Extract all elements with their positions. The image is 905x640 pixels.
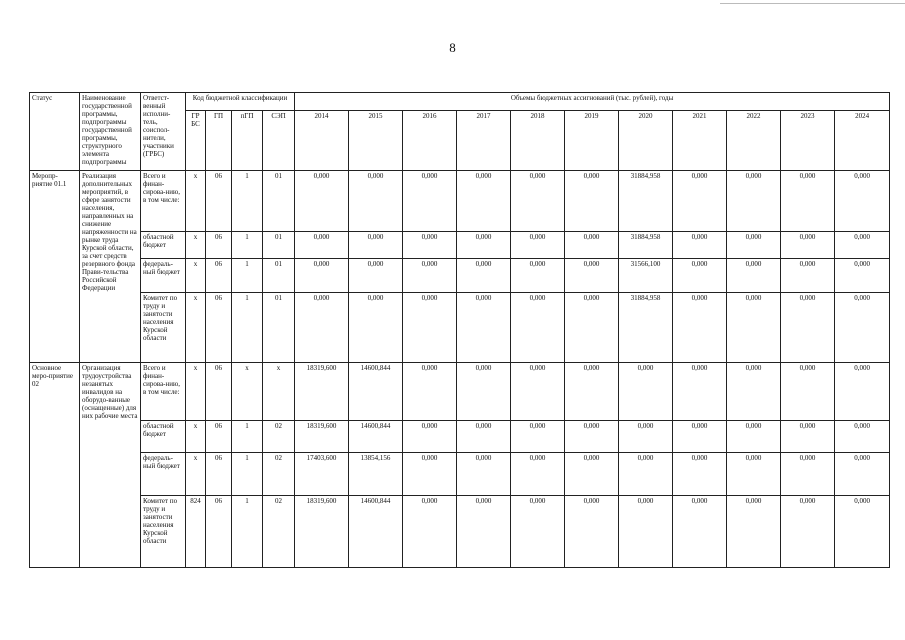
row-value-cell: 0,000 bbox=[349, 293, 403, 363]
row-code-cell: 1 bbox=[232, 259, 263, 293]
row-value-cell: 0,000 bbox=[403, 496, 457, 568]
section-name: Организация трудоустройства незанятых инвалидов на оборудо-ванные (оснащенные) для них рабочие места bbox=[80, 363, 141, 568]
row-value-cell: 0,000 bbox=[673, 363, 727, 421]
row-value-cell: 0,000 bbox=[457, 171, 511, 232]
row-value-cell: 0,000 bbox=[727, 259, 781, 293]
header-year: 2017 bbox=[457, 111, 511, 171]
row-value-cell: 0,000 bbox=[835, 171, 890, 232]
table-row bbox=[30, 232, 890, 259]
header-year: 2014 bbox=[295, 111, 349, 171]
header-year: 2023 bbox=[781, 111, 835, 171]
section-status: Меропр-риятие 01.1 bbox=[30, 171, 80, 363]
row-executor: Комитет по труду и занятости населения Курской области bbox=[141, 293, 186, 363]
row-code-cell: 06 bbox=[206, 259, 232, 293]
table-row bbox=[30, 293, 890, 363]
row-value-cell: 0,000 bbox=[781, 496, 835, 568]
row-value-cell: 0,000 bbox=[781, 171, 835, 232]
budget-table bbox=[29, 92, 890, 568]
row-value-cell: 0,000 bbox=[295, 293, 349, 363]
row-value-cell: 0,000 bbox=[673, 453, 727, 496]
header-year: 2018 bbox=[511, 111, 565, 171]
row-value-cell: 0,000 bbox=[727, 363, 781, 421]
row-code-cell: 06 bbox=[206, 421, 232, 453]
row-code-cell: 06 bbox=[206, 171, 232, 232]
row-code-cell: 1 bbox=[232, 171, 263, 232]
row-code-cell: 01 bbox=[263, 293, 295, 363]
row-value-cell: 0,000 bbox=[619, 453, 673, 496]
row-value-cell: 0,000 bbox=[835, 363, 890, 421]
table-row bbox=[30, 259, 890, 293]
row-value-cell: 31884,958 bbox=[619, 293, 673, 363]
row-executor: федераль-ный бюджет bbox=[141, 453, 186, 496]
row-value-cell: 17403,600 bbox=[295, 453, 349, 496]
header-year: 2015 bbox=[349, 111, 403, 171]
row-value-cell: 0,000 bbox=[565, 232, 619, 259]
row-value-cell: 0,000 bbox=[511, 259, 565, 293]
row-value-cell: 0,000 bbox=[565, 293, 619, 363]
row-code-cell: 1 bbox=[232, 453, 263, 496]
row-value-cell: 0,000 bbox=[727, 453, 781, 496]
row-code-cell: 06 bbox=[206, 293, 232, 363]
row-value-cell: 0,000 bbox=[781, 363, 835, 421]
row-code-cell: 02 bbox=[263, 496, 295, 568]
row-value-cell: 0,000 bbox=[835, 259, 890, 293]
row-value-cell: 0,000 bbox=[565, 171, 619, 232]
row-code-cell: 02 bbox=[263, 453, 295, 496]
header-volumes-group: Объемы бюджетных ассигнований (тыс. рублей), годы bbox=[295, 93, 890, 111]
table-row bbox=[30, 171, 890, 232]
row-value-cell: 0,000 bbox=[349, 232, 403, 259]
row-value-cell: 0,000 bbox=[349, 171, 403, 232]
row-value-cell: 0,000 bbox=[781, 453, 835, 496]
row-value-cell: 0,000 bbox=[565, 259, 619, 293]
row-value-cell: 0,000 bbox=[835, 232, 890, 259]
header-code-sep: СЭП bbox=[263, 111, 295, 171]
row-executor: Всего и финан-сирова-нию, в том числе: bbox=[141, 171, 186, 232]
row-code-cell: 01 bbox=[263, 171, 295, 232]
row-code-cell: x bbox=[186, 453, 206, 496]
row-value-cell: 0,000 bbox=[619, 496, 673, 568]
row-value-cell: 13854,156 bbox=[349, 453, 403, 496]
row-value-cell: 0,000 bbox=[673, 171, 727, 232]
row-value-cell: 31884,958 bbox=[619, 171, 673, 232]
header-code-group: Код бюджетной классификации bbox=[186, 93, 295, 111]
row-value-cell: 0,000 bbox=[565, 421, 619, 453]
row-code-cell: x bbox=[186, 171, 206, 232]
row-value-cell: 0,000 bbox=[619, 421, 673, 453]
row-value-cell: 0,000 bbox=[727, 232, 781, 259]
row-value-cell: 0,000 bbox=[781, 421, 835, 453]
header-name: Наименование государственной программы, подпрограммы государственной программы, структурного элемента подпрограммы bbox=[80, 93, 141, 171]
row-value-cell: 0,000 bbox=[673, 259, 727, 293]
row-value-cell: 0,000 bbox=[295, 171, 349, 232]
header-code-grbs: ГР БС bbox=[186, 111, 206, 171]
row-code-cell: 06 bbox=[206, 363, 232, 421]
row-value-cell: 14600,844 bbox=[349, 363, 403, 421]
row-value-cell: 0,000 bbox=[781, 232, 835, 259]
row-value-cell: 0,000 bbox=[673, 496, 727, 568]
row-value-cell: 0,000 bbox=[781, 293, 835, 363]
row-value-cell: 0,000 bbox=[403, 363, 457, 421]
row-value-cell: 14600,844 bbox=[349, 496, 403, 568]
row-code-cell: 1 bbox=[232, 293, 263, 363]
row-value-cell: 0,000 bbox=[403, 259, 457, 293]
row-code-cell: 1 bbox=[232, 421, 263, 453]
row-value-cell: 0,000 bbox=[673, 421, 727, 453]
row-executor: областной бюджет bbox=[141, 232, 186, 259]
header-code-pgp: пГП bbox=[232, 111, 263, 171]
header-year: 2019 bbox=[565, 111, 619, 171]
header-executor: Ответст-венный исполни-тель, соиспол-нители, участники (ГРБС) bbox=[141, 93, 186, 171]
row-value-cell: 0,000 bbox=[403, 232, 457, 259]
row-value-cell: 31884,958 bbox=[619, 232, 673, 259]
row-code-cell: 06 bbox=[206, 496, 232, 568]
row-code-cell: x bbox=[186, 293, 206, 363]
row-value-cell: 0,000 bbox=[781, 259, 835, 293]
row-value-cell: 0,000 bbox=[727, 421, 781, 453]
row-value-cell: 0,000 bbox=[565, 453, 619, 496]
row-executor: Комитет по труду и занятости населения Курской области bbox=[141, 496, 186, 568]
page-number: 8 bbox=[449, 40, 456, 55]
row-value-cell: 0,000 bbox=[403, 171, 457, 232]
row-value-cell: 0,000 bbox=[457, 293, 511, 363]
header-year: 2024 bbox=[835, 111, 890, 171]
row-value-cell: 0,000 bbox=[457, 421, 511, 453]
table-row bbox=[30, 421, 890, 453]
row-code-cell: 1 bbox=[232, 496, 263, 568]
header-year: 2021 bbox=[673, 111, 727, 171]
row-value-cell: 0,000 bbox=[673, 293, 727, 363]
row-value-cell: 0,000 bbox=[511, 496, 565, 568]
row-value-cell: 0,000 bbox=[457, 496, 511, 568]
row-value-cell: 0,000 bbox=[673, 232, 727, 259]
section-name: Реализация дополнительных мероприятий, в сфере занятости населения, направленных на снижение напряженности на рынке труда Курской области, за счет средств резервного фонда Прави-тельства Российской Федерации bbox=[80, 171, 141, 363]
row-value-cell: 0,000 bbox=[511, 363, 565, 421]
row-value-cell: 0,000 bbox=[565, 496, 619, 568]
row-value-cell: 0,000 bbox=[727, 293, 781, 363]
row-value-cell: 0,000 bbox=[403, 453, 457, 496]
row-value-cell: 0,000 bbox=[349, 259, 403, 293]
row-value-cell: 0,000 bbox=[295, 259, 349, 293]
row-code-cell: 06 bbox=[206, 453, 232, 496]
row-value-cell: 18319,600 bbox=[295, 496, 349, 568]
header-status: Статус bbox=[30, 93, 80, 171]
row-value-cell: 0,000 bbox=[565, 363, 619, 421]
row-value-cell: 18319,600 bbox=[295, 421, 349, 453]
row-value-cell: 0,000 bbox=[457, 363, 511, 421]
row-value-cell: 0,000 bbox=[511, 453, 565, 496]
table-row bbox=[30, 363, 890, 421]
row-code-cell: 02 bbox=[263, 421, 295, 453]
row-executor: областной бюджет bbox=[141, 421, 186, 453]
row-code-cell: 824 bbox=[186, 496, 206, 568]
row-value-cell: 0,000 bbox=[835, 293, 890, 363]
row-value-cell: 0,000 bbox=[403, 293, 457, 363]
row-code-cell: 01 bbox=[263, 259, 295, 293]
header-year: 2022 bbox=[727, 111, 781, 171]
table-row bbox=[30, 496, 890, 568]
row-executor: Всего и финан-сирова-нию, в том числе: bbox=[141, 363, 186, 421]
row-code-cell: x bbox=[232, 363, 263, 421]
section-status: Основное меро-приятие 02 bbox=[30, 363, 80, 568]
row-value-cell: 14600,844 bbox=[349, 421, 403, 453]
row-value-cell: 31566,100 bbox=[619, 259, 673, 293]
row-code-cell: x bbox=[186, 232, 206, 259]
row-code-cell: x bbox=[186, 421, 206, 453]
row-code-cell: 06 bbox=[206, 232, 232, 259]
row-value-cell: 0,000 bbox=[835, 421, 890, 453]
row-value-cell: 0,000 bbox=[457, 453, 511, 496]
row-value-cell: 0,000 bbox=[619, 363, 673, 421]
row-executor: федераль-ный бюджет bbox=[141, 259, 186, 293]
row-value-cell: 0,000 bbox=[403, 421, 457, 453]
table-row bbox=[30, 453, 890, 496]
row-value-cell: 0,000 bbox=[835, 453, 890, 496]
header-year: 2020 bbox=[619, 111, 673, 171]
row-value-cell: 0,000 bbox=[511, 293, 565, 363]
row-value-cell: 0,000 bbox=[295, 232, 349, 259]
row-value-cell: 0,000 bbox=[511, 171, 565, 232]
row-value-cell: 0,000 bbox=[457, 259, 511, 293]
header-year: 2016 bbox=[403, 111, 457, 171]
row-value-cell: 0,000 bbox=[457, 232, 511, 259]
row-value-cell: 0,000 bbox=[727, 171, 781, 232]
row-value-cell: 0,000 bbox=[511, 421, 565, 453]
row-code-cell: x bbox=[263, 363, 295, 421]
row-value-cell: 0,000 bbox=[835, 496, 890, 568]
row-code-cell: x bbox=[186, 259, 206, 293]
row-value-cell: 0,000 bbox=[727, 496, 781, 568]
header-code-gp: ГП bbox=[206, 111, 232, 171]
row-value-cell: 18319,600 bbox=[295, 363, 349, 421]
row-code-cell: 1 bbox=[232, 232, 263, 259]
top-rule bbox=[720, 3, 905, 4]
row-value-cell: 0,000 bbox=[511, 232, 565, 259]
row-code-cell: x bbox=[186, 363, 206, 421]
row-code-cell: 01 bbox=[263, 232, 295, 259]
